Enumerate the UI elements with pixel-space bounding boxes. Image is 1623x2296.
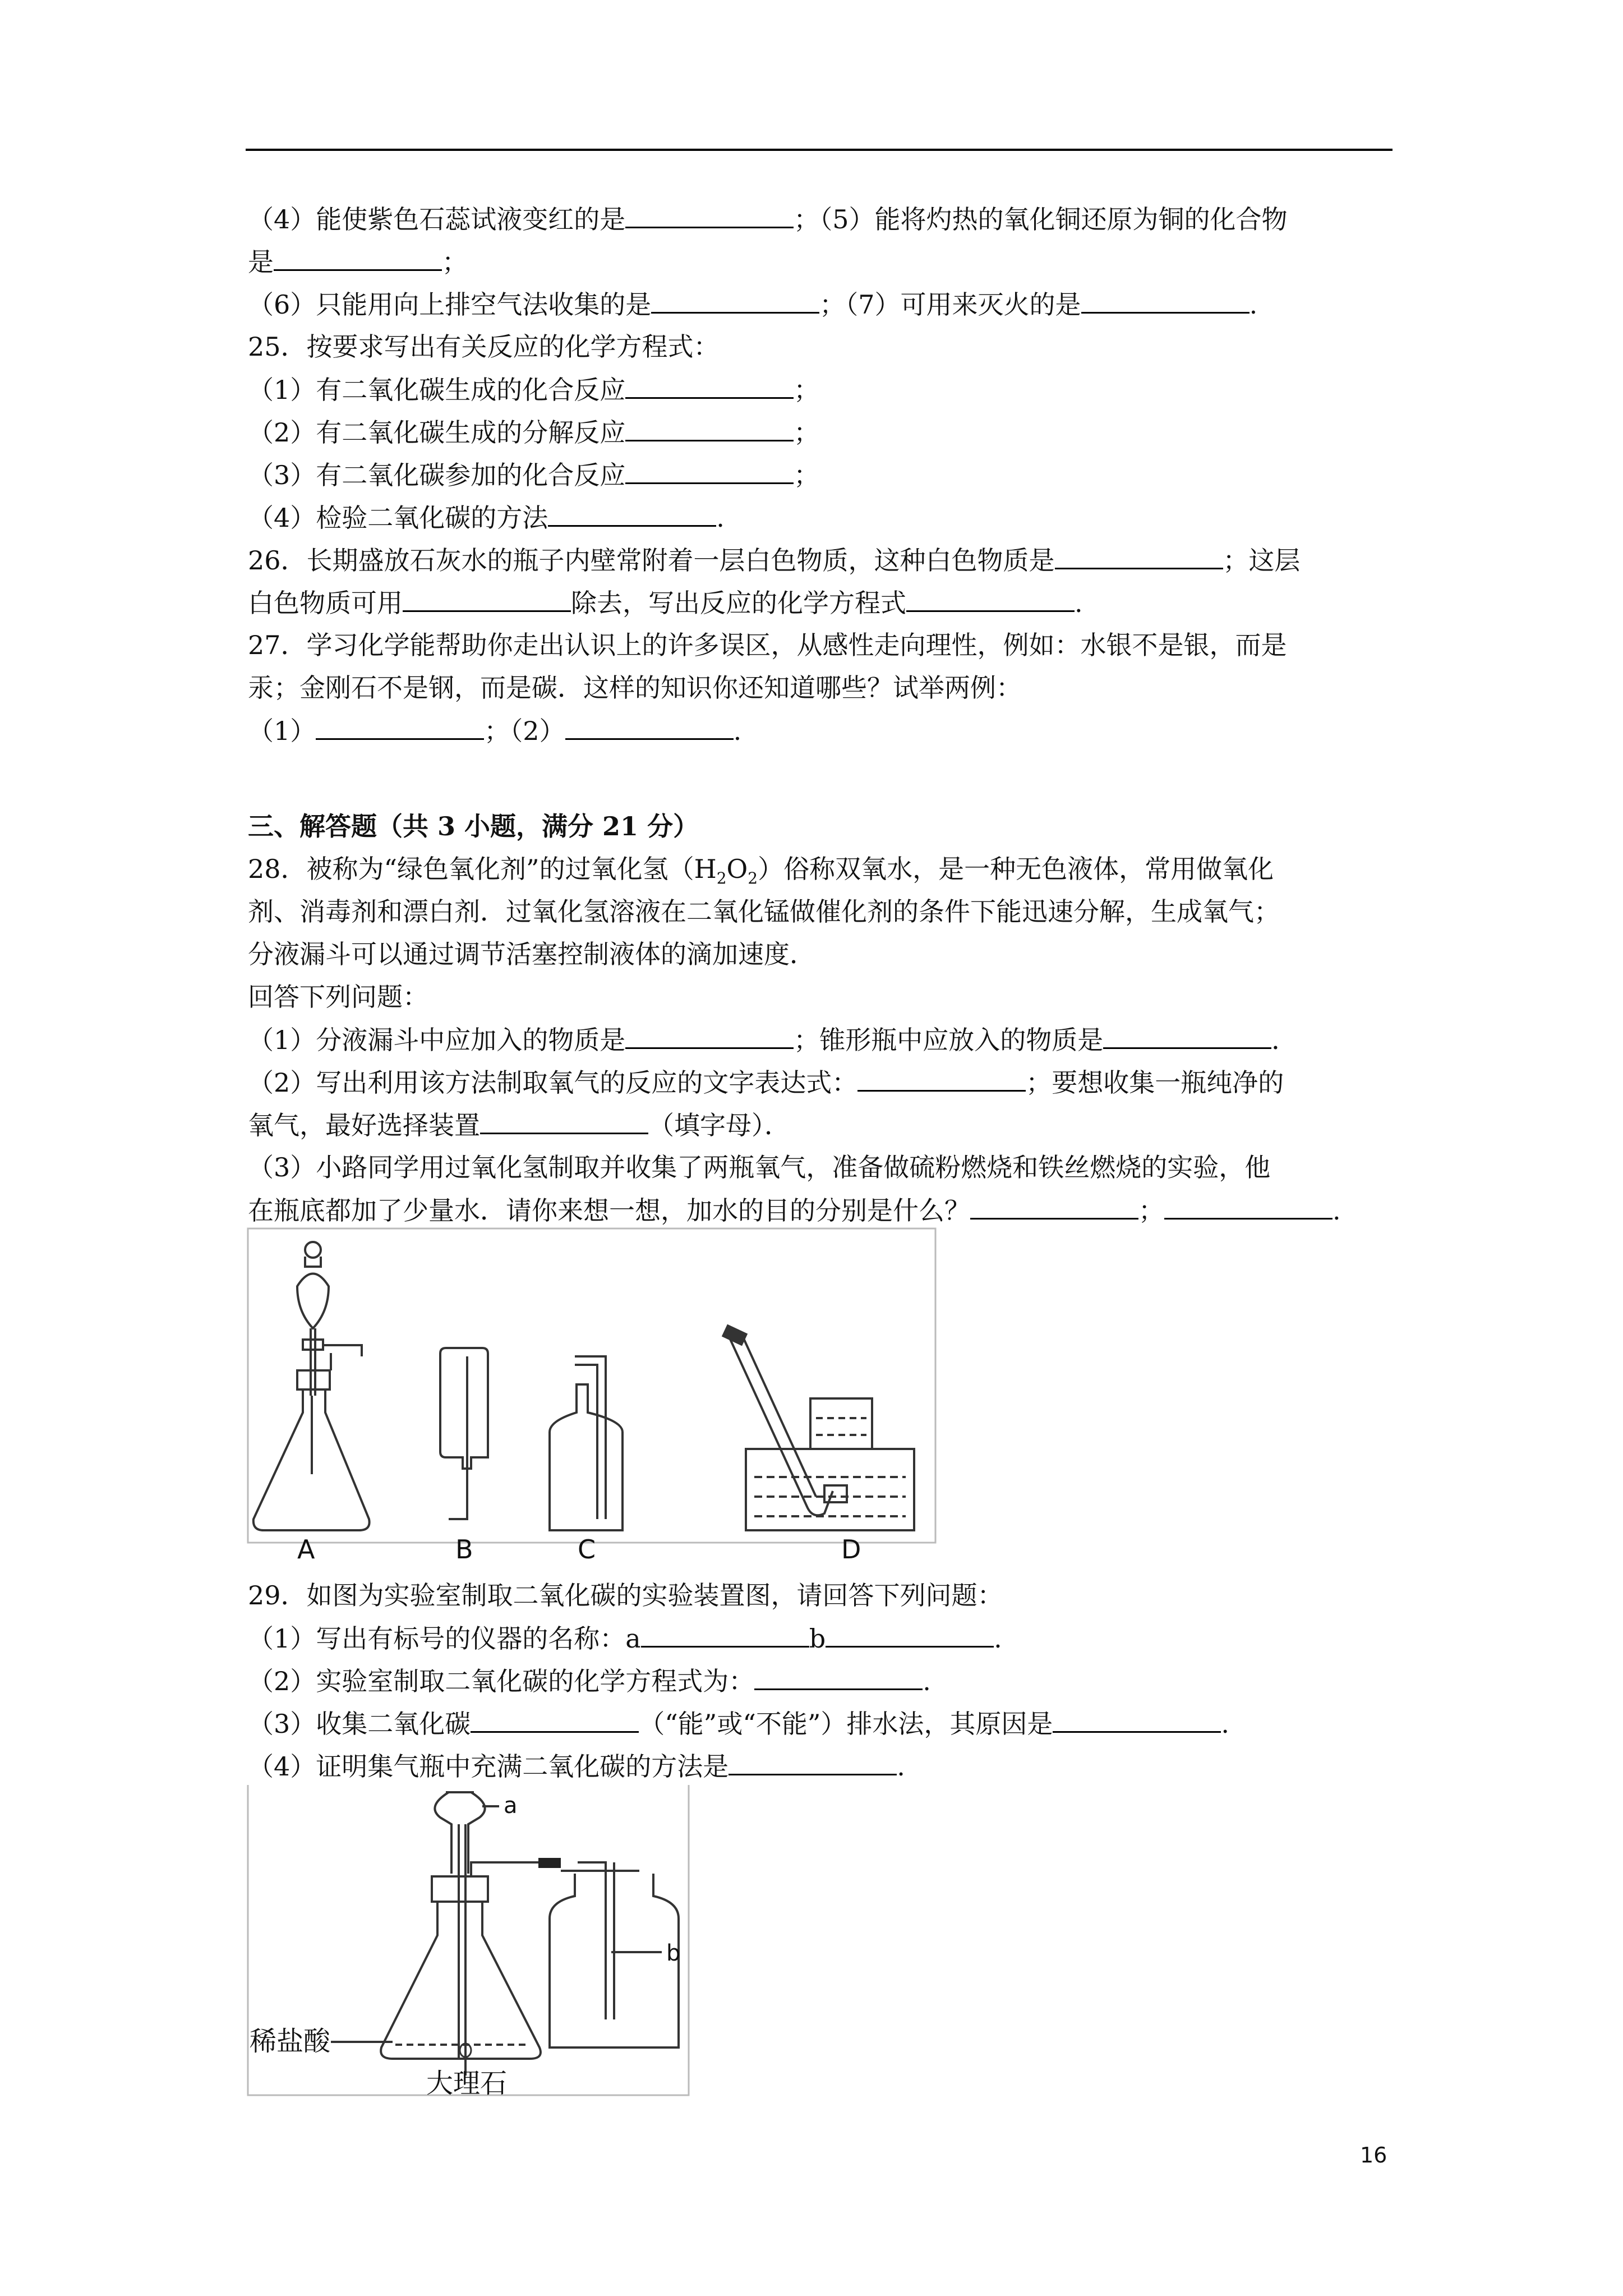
q24-item7: ；（7）可用来灭火的是 (819, 289, 1081, 320)
q26-text: 26．长期盛放石灰水的瓶子内壁常附着一层白色物质，这种白色物质是 (248, 545, 1055, 576)
punct: ； (442, 247, 468, 277)
answer-blank[interactable] (754, 1659, 923, 1690)
label-dilute-hcl: 稀盐酸 (250, 2026, 331, 2057)
q28-part1: （1）分液漏斗中应加入的物质是 (248, 1025, 626, 1055)
answer-blank[interactable] (274, 240, 442, 271)
q29-part2: （2）实验室制取二氧化碳的化学方程式为： (248, 1666, 755, 1696)
q29-part1: （1）写出有标号的仪器的名称：a (248, 1623, 641, 1654)
q24-item5-cont: 是 (248, 247, 274, 277)
figure-label-b: B (455, 1534, 473, 1564)
label-b: b (666, 1940, 681, 1966)
figure-label-d: D (841, 1534, 861, 1564)
answer-blank[interactable] (1055, 539, 1223, 569)
q28-text: 剂、消毒剂和漂白剂．过氧化氢溶液在二氧化锰做催化剂的条件下能迅速分解，生成氧气； (248, 896, 1280, 927)
punct: . (1221, 1709, 1229, 1739)
answer-blank[interactable] (471, 1702, 639, 1733)
q28-part2: （2）写出利用该方法制取氧气的反应的文字表达式： (248, 1068, 858, 1098)
answer-blank[interactable] (403, 581, 571, 612)
q29-part3: （3）收集二氧化碳 (248, 1709, 471, 1739)
q27-text: 27．学习化学能帮助你走出认识上的许多误区，从感性走向理性，例如：水银不是银，而是 (248, 630, 1287, 660)
answer-blank[interactable] (548, 496, 716, 527)
answer-blank[interactable] (1053, 1702, 1221, 1733)
answer-blank[interactable] (651, 283, 819, 314)
figure-label-c: C (578, 1534, 596, 1564)
punct: . (1332, 1195, 1341, 1226)
answer-blank[interactable] (857, 1061, 1026, 1092)
q28-part2: ；要想收集一瓶纯净的 (1026, 1068, 1284, 1098)
punct: . (716, 503, 725, 533)
q28-part3: 在瓶底都加了少量水．请你来想一想，加水的目的分别是什么？ (248, 1195, 970, 1226)
punct: . (1249, 289, 1258, 320)
punct: . (733, 716, 742, 746)
q26-text: 白色物质可用 (248, 588, 403, 618)
answer-blank[interactable] (826, 1617, 994, 1648)
punct: ． (1271, 1025, 1298, 1055)
q29-block (248, 1574, 1398, 1787)
q27-text: 汞；金刚石不是钢，而是碳．这样的知识你还知道哪些？试举两例： (248, 673, 1022, 703)
q26-text: ；这层 (1223, 545, 1301, 576)
answer-blank[interactable] (625, 1018, 794, 1049)
punct: ； (794, 460, 820, 490)
answer-blank[interactable] (906, 581, 1075, 612)
answer-blank[interactable] (1081, 283, 1249, 314)
answer-blank[interactable] (1103, 1018, 1271, 1049)
co2-apparatus-figure (247, 1784, 690, 2098)
q25-part4: （4）检验二氧化碳的方法 (248, 503, 548, 533)
punct: . (897, 1751, 905, 1782)
punct: ； (1138, 1195, 1164, 1226)
subscript: 2 (716, 869, 727, 888)
answer-blank[interactable] (728, 1745, 897, 1775)
q24-item5: ；（5）能将灼热的氧化铜还原为铜的化合物 (794, 204, 1288, 234)
q28-part3: （3）小路同学用过氧化氢制取并收集了两瓶氧气，准备做硫粉燃烧和铁丝燃烧的实验，他 (248, 1152, 1271, 1182)
answer-blank[interactable] (1164, 1189, 1332, 1220)
figure-label-a: A (297, 1534, 315, 1564)
punct: ； (794, 417, 820, 448)
punct: . (1075, 588, 1083, 618)
subscript: 2 (748, 869, 758, 888)
q29-part4: （4）证明集气瓶中充满二氧化碳的方法是 (248, 1751, 729, 1782)
q28-text: 回答下列问题： (248, 982, 428, 1012)
q28-text: 28．被称为“绿色氧化剂”的过氧化氢（H (248, 854, 717, 884)
answer-blank[interactable] (625, 368, 794, 399)
label-marble: 大理石 (426, 2068, 508, 2098)
answer-blank[interactable] (625, 453, 794, 484)
oxygen-apparatus-figure (247, 1227, 937, 1564)
q29-stem: 29．如图为实验室制取二氧化碳的实验装置图，请回答下列问题： (248, 1580, 1003, 1611)
q25-part1: （1）有二氧化碳生成的化合反应 (248, 375, 626, 405)
q28-text: 分液漏斗可以通过调节活塞控制液体的滴加速度． (248, 939, 815, 969)
header-rule (246, 149, 1393, 151)
q28-part1: ；锥形瓶中应放入的物质是 (794, 1025, 1104, 1055)
q28-part2: 氧气，最好选择装置 (248, 1110, 480, 1140)
label-a: a (504, 1793, 518, 1819)
q25-part2: （2）有二氧化碳生成的分解反应 (248, 417, 626, 448)
q24-block (248, 197, 1398, 1231)
answer-blank[interactable] (565, 709, 734, 740)
q24-item6: （6）只能用向上排空气法收集的是 (248, 289, 652, 320)
answer-blank[interactable] (316, 709, 484, 740)
q25-stem: 25．按要求写出有关反应的化学方程式： (248, 332, 720, 362)
answer-blank[interactable] (641, 1617, 809, 1648)
q27-item1: （1） (248, 716, 316, 746)
punct: . (994, 1623, 1002, 1654)
q26-text: 除去，写出反应的化学方程式 (571, 588, 906, 618)
q28-part2: （填字母）． (648, 1110, 790, 1140)
q28-text: ）俗称双氧水，是一种无色液体，常用做氧化 (758, 854, 1274, 884)
answer-blank[interactable] (625, 197, 794, 228)
q25-part3: （3）有二氧化碳参加的化合反应 (248, 460, 626, 490)
punct: . (923, 1666, 931, 1696)
answer-blank[interactable] (625, 411, 794, 441)
q29-part3: （“能”或“不能”）排水法，其原因是 (639, 1709, 1053, 1739)
q24-item4: （4）能使紫色石蕊试液变红的是 (248, 204, 626, 234)
q29-part1: b (809, 1623, 826, 1654)
section-title: 三、解答题（共 3 小题，满分 21 分） (248, 811, 699, 841)
answer-blank[interactable] (970, 1189, 1138, 1220)
q27-item2: ；（2） (484, 716, 565, 746)
punct: ； (794, 375, 820, 405)
answer-blank[interactable] (480, 1103, 648, 1134)
page-number: 16 (1360, 2143, 1387, 2168)
q28-text: O (726, 854, 748, 884)
